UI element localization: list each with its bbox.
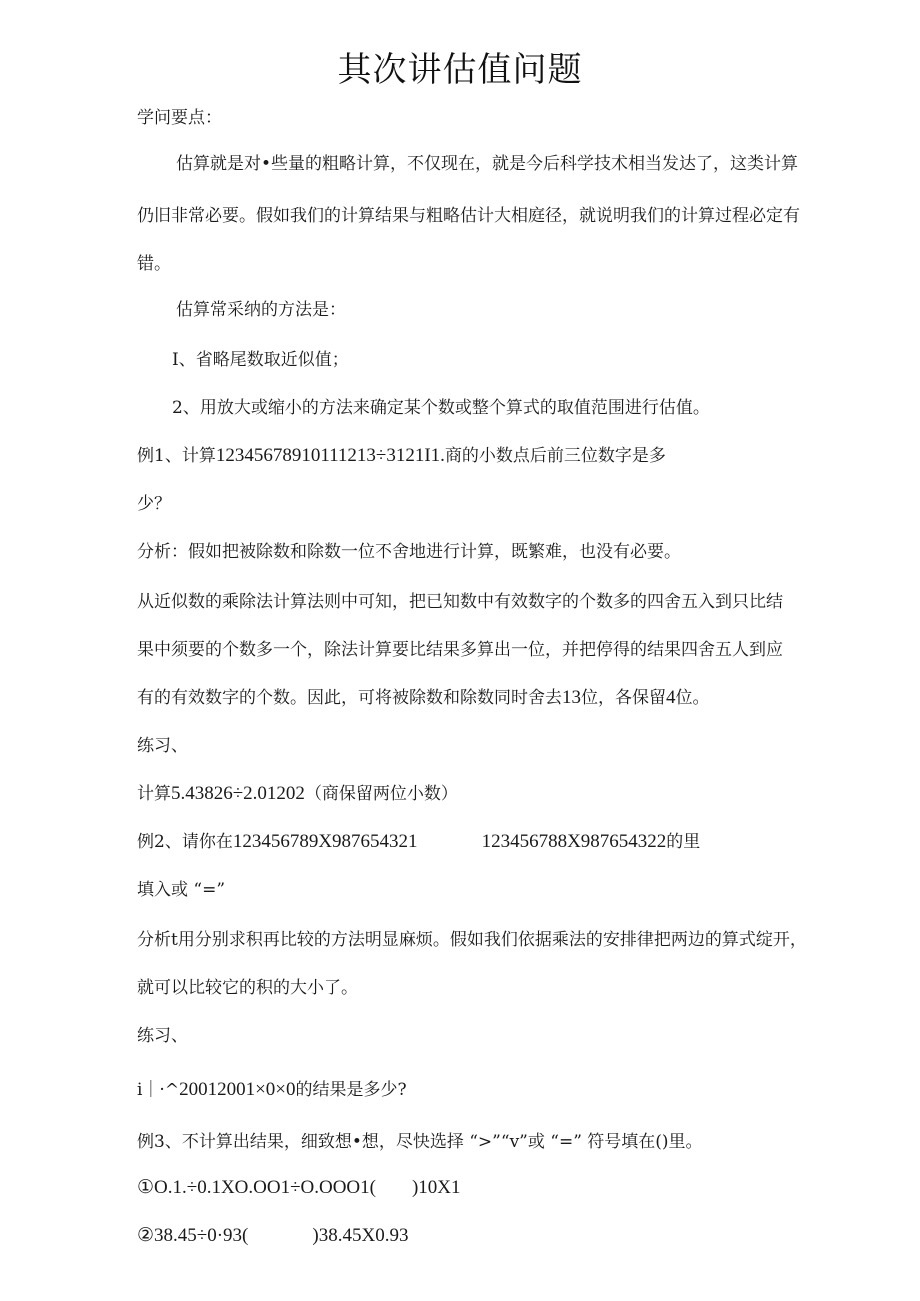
explain-3-text-b: 位，各保留 (581, 688, 666, 708)
example-2-expression-left: 123456789X987654321 (232, 831, 418, 852)
practice-2-expression: 20012001×0×0 (179, 1079, 296, 1100)
example-1-line-2: 少？ (137, 494, 171, 514)
item-1-right-expression: )10X1 (411, 1177, 461, 1198)
explain-3-text-a: 有的有效数字的个数。因此，可将被除数和除数同时舍去 (137, 688, 562, 708)
example-1-explain-2: 果中须要的个数多一个，除法计算要比结果多算出一位，并把停得的结果四舍五人到应 (137, 640, 783, 660)
example-3-item-1 (137, 1176, 461, 1200)
page-title: 其次讲估值问题 (337, 50, 583, 90)
method-item-2: 2、用放大或缩小的方法来确定某个数或整个算式的取值范围进行估值。 (172, 398, 710, 418)
item-2-right-expression: )38.45X0.93 (312, 1225, 409, 1246)
practice-1-question (137, 782, 458, 806)
example-1-explain-3 (137, 686, 710, 710)
intro-line-1: 估算就是对•些量的粗略计算，不仅现在，就是今后科学技术相当发达了，这类计算 (176, 154, 799, 174)
example-2-analysis-1: 分析t用分别求积再比较的方法明显麻烦。假如我们依据乘法的安排律把两边的算式绽开， (137, 930, 807, 950)
intro-line-3: 错。 (137, 254, 171, 274)
example-1-line-1 (137, 444, 666, 468)
example-2-line-1 (137, 830, 700, 854)
example-2-prefix: 例2、请你在 (137, 832, 233, 852)
explain-3-text-c: 位。 (675, 688, 710, 708)
practice-1-expression: 5.43826÷2.01202 (171, 783, 305, 804)
practice-1-prefix: 计算 (137, 784, 171, 804)
practice-1-heading: 练习、 (137, 736, 188, 756)
section-heading: 学问要点： (137, 108, 222, 128)
example-1-prefix: 例1、计算 (137, 446, 216, 466)
example-2-line-2: 填入或 “=” (137, 880, 226, 900)
item-2-marker: ② (137, 1225, 155, 1246)
example-2-suffix: 的里 (666, 832, 701, 852)
practice-2-heading: 练习、 (137, 1026, 188, 1046)
example-2-expression-right: 123456788X987654322 (481, 831, 667, 852)
explain-3-number-1: 13 (562, 687, 581, 708)
example-3-instruction: 例3、不计算出结果，细致想•想，尽快选择 “>”“v”或 “=” 符号填在()里。 (137, 1132, 703, 1152)
example-1-expression: 12345678910111213÷3121I1. (215, 445, 445, 466)
example-1-analysis: 分析：假如把被除数和除数一位不舍地进行计算，既繁难，也没有必要。 (137, 542, 681, 562)
item-2-left-expression: 38.45÷0·93( (154, 1225, 249, 1246)
explain-3-number-2: 4 (666, 687, 676, 708)
practice-2-prefix: i｜·^ (137, 1080, 180, 1100)
method-item-1: I、省略尾数取近似值； (172, 350, 349, 370)
practice-1-suffix: （商保留两位小数） (304, 784, 458, 804)
item-1-marker: ① (137, 1177, 155, 1198)
example-3-item-2 (137, 1224, 408, 1248)
practice-2-question (137, 1078, 407, 1102)
methods-heading: 估算常采纳的方法是： (176, 300, 346, 320)
example-1-explain-1: 从近似数的乘除法计算法则中可知，把已知数中有效数字的个数多的四舍五入到只比结 (137, 592, 783, 612)
intro-line-2: 仍旧非常必要。假如我们的计算结果与粗略估计大相庭径，就说明我们的计算过程必定有 (137, 206, 800, 226)
practice-2-suffix: 的结果是多少? (295, 1080, 407, 1100)
example-2-analysis-2: 就可以比较它的积的大小了。 (137, 978, 358, 998)
item-1-left-expression: O.1.÷0.1XO.OO1÷O.OOO1( (154, 1177, 376, 1198)
example-1-suffix: 商的小数点后前三位数字是多 (444, 446, 666, 466)
